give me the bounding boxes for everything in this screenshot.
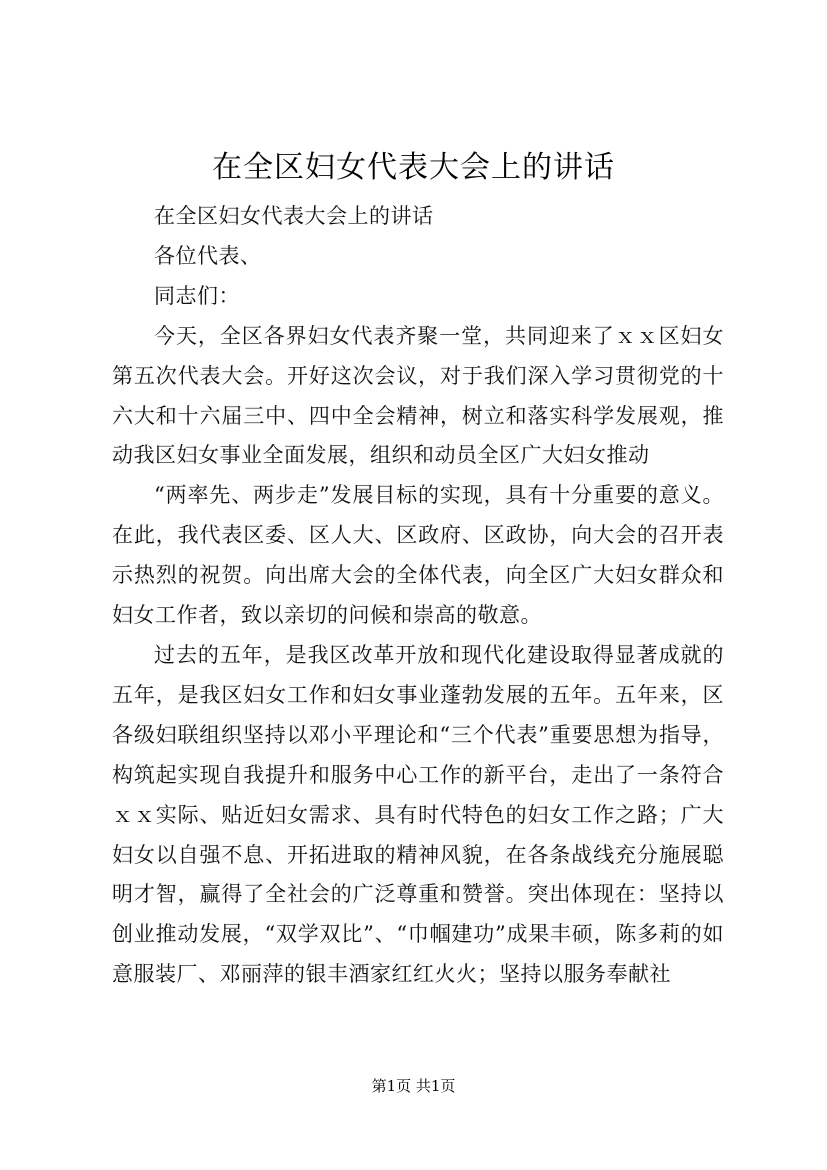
body-paragraph-salutation-1: 各位代表、: [154, 243, 262, 268]
document-title: 在全区妇女代表大会上的讲话: [212, 150, 615, 185]
body-paragraph-salutation-2: 同志们：: [154, 283, 240, 308]
body-paragraph-2: “两率先、两步走”发展目标的实现，具有十分重要的意义。在此，我代表区委、区人大、区政府、区政协，向大会的召开表示热烈的祝贺。向出席大会的全体代表，向全区广大妇女群众和妇女工作者，致以亲切的问候和崇高的敬意。: [112, 483, 724, 628]
body-paragraph-1: 今天，全区各界妇女代表齐聚一堂，共同迎来了ｘｘ区妇女第五次代表大会。开好这次会议，对于我们深入学习贯彻党的十六大和十六届三中、四中全会精神，树立和落实科学发展观，推动我区妇女事业全面发展，组织和动员全区广大妇女推动: [112, 323, 724, 468]
body-paragraph-heading: 在全区妇女代表大会上的讲话: [154, 204, 434, 228]
page-footer: 第1页 共1页: [371, 1077, 456, 1095]
body-paragraph-3: 过去的五年，是我区改革开放和现代化建设取得显著成就的五年，是我区妇女工作和妇女事业蓬勃发展的五年。五年来，区各级妇联组织坚持以邓小平理论和“三个代表”重要思想为指导，构筑起实现自我提升和服务中心工作的新平台，走出了一条符合ｘｘ实际、贴近妇女需求、具有时代特色的妇女工作之路；广大妇女以自强不息、开拓进取的精神风貌，在各条战线充分施展聪明才智，赢得了全社会的广泛尊重和赞誉。突出体现在：坚持以创业推动发展，“双学双比”、“巾帼建功”成果丰硕，陈多莉的如意服装厂、邓丽萍的银丰酒家红红火火；坚持以服务奉献社: [112, 642, 724, 987]
document-body: [112, 197, 724, 995]
